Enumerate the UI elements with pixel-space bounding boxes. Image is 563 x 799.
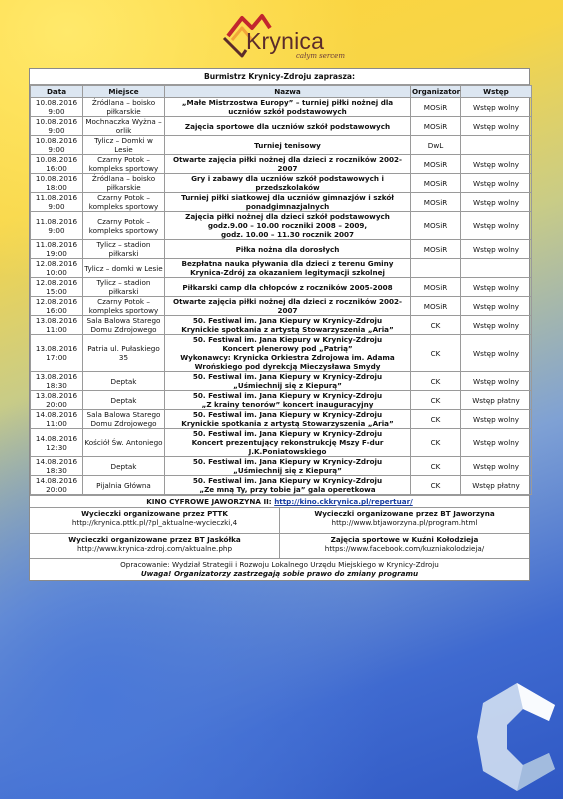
cell-name: Zajęcia sportowe dla uczniów szkół podstawowych	[165, 117, 411, 136]
table-row	[31, 117, 532, 136]
cell-organizer: CK	[411, 476, 461, 495]
cell-place: Kościół Św. Antoniego	[83, 429, 165, 457]
table-row	[31, 457, 532, 476]
cell-date: 12.08.2016 16:00	[31, 297, 83, 316]
cell-name: Bezpłatna nauka pływania dla dzieci z terenu Gminy Krynica-Zdrój za okazaniem legitymacji szkolnej	[165, 259, 411, 278]
table-row	[31, 476, 532, 495]
cell-place: Czarny Potok – kompleks sportowy	[83, 212, 165, 240]
cell-entry: Wstęp wolny	[461, 429, 532, 457]
cell-name: 50. Festiwal im. Jana Kiepury w Krynicy-Zdroju Koncert prezentujący rekonstrukcję Mszy F-dur J.K.Poniatowskiego	[165, 429, 411, 457]
cell-name: 50. Festiwal im. Jana Kiepury w Krynicy-Zdroju „Uśmiechnij się z Kiepurą”	[165, 457, 411, 476]
table-row	[31, 335, 532, 372]
cell-date: 13.08.2016 11:00	[31, 316, 83, 335]
link-box-jaskolka	[30, 533, 280, 558]
excursion-links-grid	[30, 507, 529, 558]
cell-place: Pijalnia Główna	[83, 476, 165, 495]
table-row	[31, 98, 532, 117]
cell-place: Czarny Potok – kompleks sportowy	[83, 155, 165, 174]
cell-place: Tylicz – Domki w Lesie	[83, 136, 165, 155]
cell-entry: Wstęp płatny	[461, 391, 532, 410]
cell-place: Tylicz – stadion piłkarski	[83, 240, 165, 259]
cell-entry: Wstęp wolny	[461, 316, 532, 335]
cell-name: Gry i zabawy dla uczniów szkół podstawowych i przedszkolaków	[165, 174, 411, 193]
cell-place: Źródlana – boisko piłkarskie	[83, 98, 165, 117]
link-url[interactable]: http://www.krynica-zdroj.com/aktualne.php	[76, 544, 233, 553]
cell-entry: Wstęp płatny	[461, 476, 532, 495]
cell-organizer	[411, 259, 461, 278]
table-row	[31, 193, 532, 212]
cell-date: 12.08.2016 10:00	[31, 259, 83, 278]
cell-date: 11.08.2016 9:00	[31, 212, 83, 240]
cell-date: 14.08.2016 20:00	[31, 476, 83, 495]
cell-organizer: CK	[411, 410, 461, 429]
cell-organizer: CK	[411, 457, 461, 476]
table-row	[31, 391, 532, 410]
cell-place: Czarny Potok – kompleks sportowy	[83, 193, 165, 212]
cell-date: 14.08.2016 12:30	[31, 429, 83, 457]
cell-organizer: MOSiR	[411, 193, 461, 212]
cell-place: Tylicz – stadion piłkarski	[83, 278, 165, 297]
cell-organizer: MOSiR	[411, 278, 461, 297]
schedule-footer	[30, 558, 529, 580]
cell-organizer: DwL	[411, 136, 461, 155]
cell-organizer: MOSiR	[411, 155, 461, 174]
cell-name: Otwarte zajęcia piłki nożnej dla dzieci z rocznikόw 2002-2007	[165, 297, 411, 316]
cinema-link[interactable]: http://kino.ckkrynica.pl/repertuar/	[274, 497, 413, 506]
cell-entry	[461, 259, 532, 278]
link-url[interactable]: http://krynica.pttk.pl/?pl_aktualne-wycieczki,4	[71, 518, 238, 527]
cell-name: 50. Festiwal im. Jana Kiepury w Krynicy-Zdroju Koncert plenerowy pod „Patrią” Wykonawcy: Krynicka Orkiestra Zdrojowa im. Adama Wrońskiego pod dyrekcją Mieczysława Smydy	[165, 335, 411, 372]
cell-entry: Wstęp wolny	[461, 155, 532, 174]
cell-organizer: CK	[411, 391, 461, 410]
header-organizer: Organizator	[412, 87, 461, 96]
link-heading: Wycieczki organizowane przez BT Jaworzyna	[314, 509, 495, 518]
cell-place: Sala Balowa Starego Domu Zdrojowego	[83, 316, 165, 335]
cell-date: 11.08.2016 19:00	[31, 240, 83, 259]
cell-place: Deptak	[83, 372, 165, 391]
cell-name: 50. Festiwal im. Jana Kiepury w Krynicy-Zdroju „Uśmiechnij się z Kiepurą”	[165, 372, 411, 391]
cell-organizer: CK	[411, 316, 461, 335]
cell-entry: Wstęp wolny	[461, 193, 532, 212]
header-name: Nazwa	[165, 86, 411, 98]
cell-date: 10.08.2016 9:00	[31, 98, 83, 117]
link-box-kuznia	[280, 533, 529, 558]
table-row	[31, 410, 532, 429]
cell-organizer: MOSiR	[411, 174, 461, 193]
cell-organizer: MOSiR	[411, 117, 461, 136]
table-row	[31, 240, 532, 259]
cell-organizer: MOSiR	[411, 240, 461, 259]
cell-date: 10.08.2016 16:00	[31, 155, 83, 174]
cell-entry: Wstęp wolny	[461, 372, 532, 391]
cell-name: 50. Festiwal im. Jana Kiepury w Krynicy-Zdroju Krynickie spotkania z artystą Stowarzyszenia „Aria”	[165, 410, 411, 429]
table-row	[31, 136, 532, 155]
event-schedule-sheet	[29, 68, 530, 581]
decorative-corner-shape	[477, 683, 555, 791]
cell-date: 14.08.2016 11:00	[31, 410, 83, 429]
cell-place: Patria ul. Pułaskiego 35	[83, 335, 165, 372]
cell-entry: Wstęp wolny	[461, 174, 532, 193]
events-table-body	[31, 98, 532, 495]
cell-entry: Wstęp wolny	[461, 297, 532, 316]
table-row	[31, 259, 532, 278]
cell-name: 50. Festiwal im. Jana Kiepury w Krynicy-Zdroju Krynickie spotkania z artystą Stowarzyszenia „Aria”	[165, 316, 411, 335]
table-row	[31, 372, 532, 391]
cell-place: Sala Balowa Starego Domu Zdrojowego	[83, 410, 165, 429]
table-row	[31, 278, 532, 297]
link-heading: Zajęcia sportowe w Kuźni Kołodzieja	[330, 535, 479, 544]
table-header-row	[31, 86, 532, 98]
cell-name: „Małe Mistrzostwa Europy” – turniej piłki nożnej dla uczniów szkół podstawowych	[165, 98, 411, 117]
cell-organizer: MOSiR	[411, 98, 461, 117]
schedule-title: Burmistrz Krynicy-Zdroju zaprasza:	[30, 69, 529, 85]
krynica-logo	[218, 6, 358, 62]
table-row	[31, 212, 532, 240]
cell-date: 11.08.2016 9:00	[31, 193, 83, 212]
cell-place: Czarny Potok – kompleks sportowy	[83, 297, 165, 316]
cell-name: Turniej piłki siatkowej dla uczniów gimnazjów i szkół ponadgimnazjalnych	[165, 193, 411, 212]
cell-date: 12.08.2016 15:00	[31, 278, 83, 297]
cinema-line	[30, 495, 529, 507]
cell-place: Deptak	[83, 457, 165, 476]
cell-organizer: CK	[411, 429, 461, 457]
cell-entry: Wstęp wolny	[461, 335, 532, 372]
cell-place: Deptak	[83, 391, 165, 410]
link-box-pttk	[30, 508, 280, 533]
cell-name: Turniej tenisowy	[165, 136, 411, 155]
cell-date: 13.08.2016 20:00	[31, 391, 83, 410]
cell-entry: Wstęp wolny	[461, 212, 532, 240]
cell-date: 10.08.2016 18:00	[31, 174, 83, 193]
table-row	[31, 316, 532, 335]
cell-organizer: CK	[411, 335, 461, 372]
cell-organizer: CK	[411, 372, 461, 391]
cinema-label: KINO CYFROWE JAWORZYNA II:	[146, 497, 275, 506]
cell-name: 50. Festiwal im. Jana Kiepury w Krynicy-Zdroju „Z krainy tenorów” koncert inauguracyjny	[165, 391, 411, 410]
cell-entry: Wstęp wolny	[461, 98, 532, 117]
cell-date: 13.08.2016 18:30	[31, 372, 83, 391]
cell-date: 14.08.2016 18:30	[31, 457, 83, 476]
cell-date: 10.08.2016 9:00	[31, 117, 83, 136]
header-place: Miejsce	[83, 86, 165, 98]
cell-name: Piłkarski camp dla chłopców z rocznikόw 2005-2008	[165, 278, 411, 297]
link-url[interactable]: https://www.facebook.com/kuzniakolodzieja/	[324, 544, 485, 553]
cell-name: Piłka nożna dla dorosłych	[165, 240, 411, 259]
cell-name: Zajęcia piłki nożnej dla dzieci szkół podstawowych godz.9.00 – 10.00 roczniki 2008 – 2009, godz. 10.00 – 11.30 rocznik 2007	[165, 212, 411, 240]
cell-organizer: MOSiR	[411, 297, 461, 316]
cell-entry: Wstęp wolny	[461, 240, 532, 259]
header-entry: Wstęp	[461, 86, 532, 98]
logo-wordmark: Krynica	[246, 28, 325, 54]
cell-name: 50. Festiwal im. Jana Kiepury w Krynicy-Zdroju „Ze mną Ty, przy tobie ja” gala operetkowa	[165, 476, 411, 495]
link-box-jaworzyna	[280, 508, 529, 533]
cell-name: Otwarte zajęcia piłki nożnej dla dzieci z rocznikόw 2002-2007	[165, 155, 411, 174]
link-heading: Wycieczki organizowane przez PTTK	[81, 509, 228, 518]
footer-credit: Opracowanie: Wydział Strategii i Rozwoju Lokalnego Urzędu Miejskiego w Krynicy-Zdroju	[120, 560, 439, 569]
logo-tagline: całym sercem	[296, 52, 345, 60]
cell-organizer: MOSiR	[411, 212, 461, 240]
cell-entry: Wstęp wolny	[461, 457, 532, 476]
cell-date: 10.08.2016 9:00	[31, 136, 83, 155]
cell-place: Źródlana – boisko piłkarskie	[83, 174, 165, 193]
cell-entry: Wstęp wolny	[461, 117, 532, 136]
cell-place: Mochnaczka Wyżna – orlik	[83, 117, 165, 136]
table-row	[31, 155, 532, 174]
header-date: Data	[31, 86, 83, 98]
footer-warning: Uwaga! Organizatorzy zastrzegają sobie prawo do zmiany programu	[140, 569, 419, 578]
cell-date: 13.08.2016 17:00	[31, 335, 83, 372]
cell-entry: Wstęp wolny	[461, 278, 532, 297]
link-url[interactable]: http://www.btjaworzyna.pl/program.html	[331, 518, 478, 527]
events-table	[30, 85, 532, 495]
cell-entry: Wstęp wolny	[461, 410, 532, 429]
table-row	[31, 174, 532, 193]
table-row	[31, 429, 532, 457]
table-row	[31, 297, 532, 316]
link-heading: Wycieczki organizowane przez BT Jaskółka	[68, 535, 241, 544]
cell-place: Tylicz – domki w Lesie	[83, 259, 165, 278]
cell-entry	[461, 136, 532, 155]
